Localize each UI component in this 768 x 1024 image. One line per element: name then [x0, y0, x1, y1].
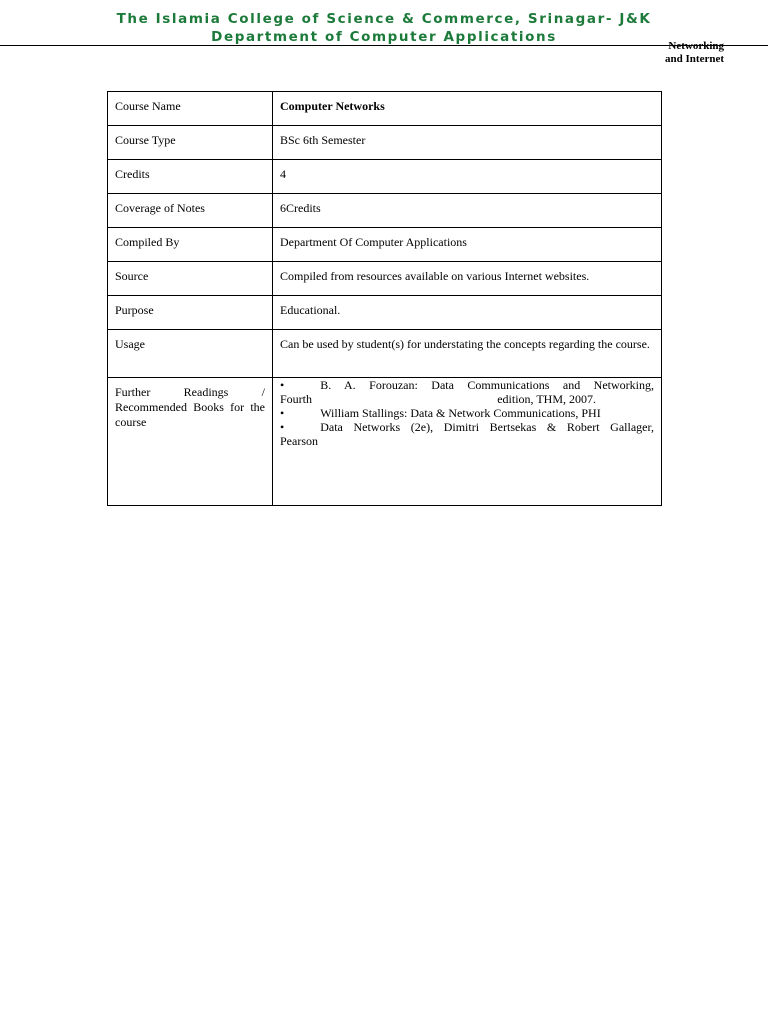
bullet-1: • — [280, 378, 285, 392]
value-purpose: Educational. — [273, 296, 662, 330]
table-row-credits — [108, 160, 662, 194]
value-compiled-by: Department Of Computer Applications — [273, 228, 662, 262]
table-row-purpose — [108, 296, 662, 330]
table-row-compiled-by — [108, 228, 662, 262]
value-usage: Can be used by student(s) for understating the concepts regarding the course. — [273, 330, 662, 378]
reading-1-line3: edition, THM, 2007. — [497, 392, 596, 406]
side-note — [614, 40, 724, 66]
reading-3-line2: Pearson — [280, 434, 318, 448]
table-row-coverage — [108, 194, 662, 228]
reading-item-3 — [280, 420, 654, 448]
label-source: Source — [108, 262, 273, 296]
label-compiled-by: Compiled By — [108, 228, 273, 262]
table-row-source — [108, 262, 662, 296]
reading-1-line2: Fourth — [280, 392, 313, 406]
reading-item-1 — [280, 378, 654, 406]
side-note-line1: Networking — [668, 40, 724, 52]
reading-1-line1: B. A. Forouzan: Data Communications and Networking, — [320, 378, 654, 392]
label-course-type: Course Type — [108, 126, 273, 160]
value-credits: 4 — [273, 160, 662, 194]
bullet-2: • — [280, 406, 285, 420]
college-name: The Islamia College of Science & Commerce, Srinagar- J&K — [116, 11, 652, 27]
label-readings: Further Readings / Recommended Books for the course — [108, 378, 273, 506]
label-coverage: Coverage of Notes — [108, 194, 273, 228]
label-course-name: Course Name — [108, 92, 273, 126]
reading-item-2 — [280, 406, 654, 420]
label-credits: Credits — [108, 160, 273, 194]
table-row-course-name — [108, 92, 662, 126]
bullet-3: • — [280, 420, 285, 434]
table-row-readings — [108, 378, 662, 506]
table-row-usage — [108, 330, 662, 378]
side-note-line2: and Internet — [665, 53, 724, 65]
value-coverage: 6Credits — [273, 194, 662, 228]
label-purpose: Purpose — [108, 296, 273, 330]
course-info-table — [107, 91, 662, 506]
value-course-name: Computer Networks — [273, 92, 662, 126]
value-readings — [273, 378, 662, 506]
value-course-type: BSc 6th Semester — [273, 126, 662, 160]
label-usage: Usage — [108, 330, 273, 378]
table-row-course-type — [108, 126, 662, 160]
reading-3-line1: Data Networks (2e), Dimitri Bertsekas & Robert Gallager, — [320, 420, 654, 434]
reading-2-line1: William Stallings: Data & Network Communications, PHI — [320, 406, 601, 420]
value-source: Compiled from resources available on various Internet websites. — [273, 262, 662, 296]
department-name: Department of Computer Applications — [211, 29, 557, 45]
